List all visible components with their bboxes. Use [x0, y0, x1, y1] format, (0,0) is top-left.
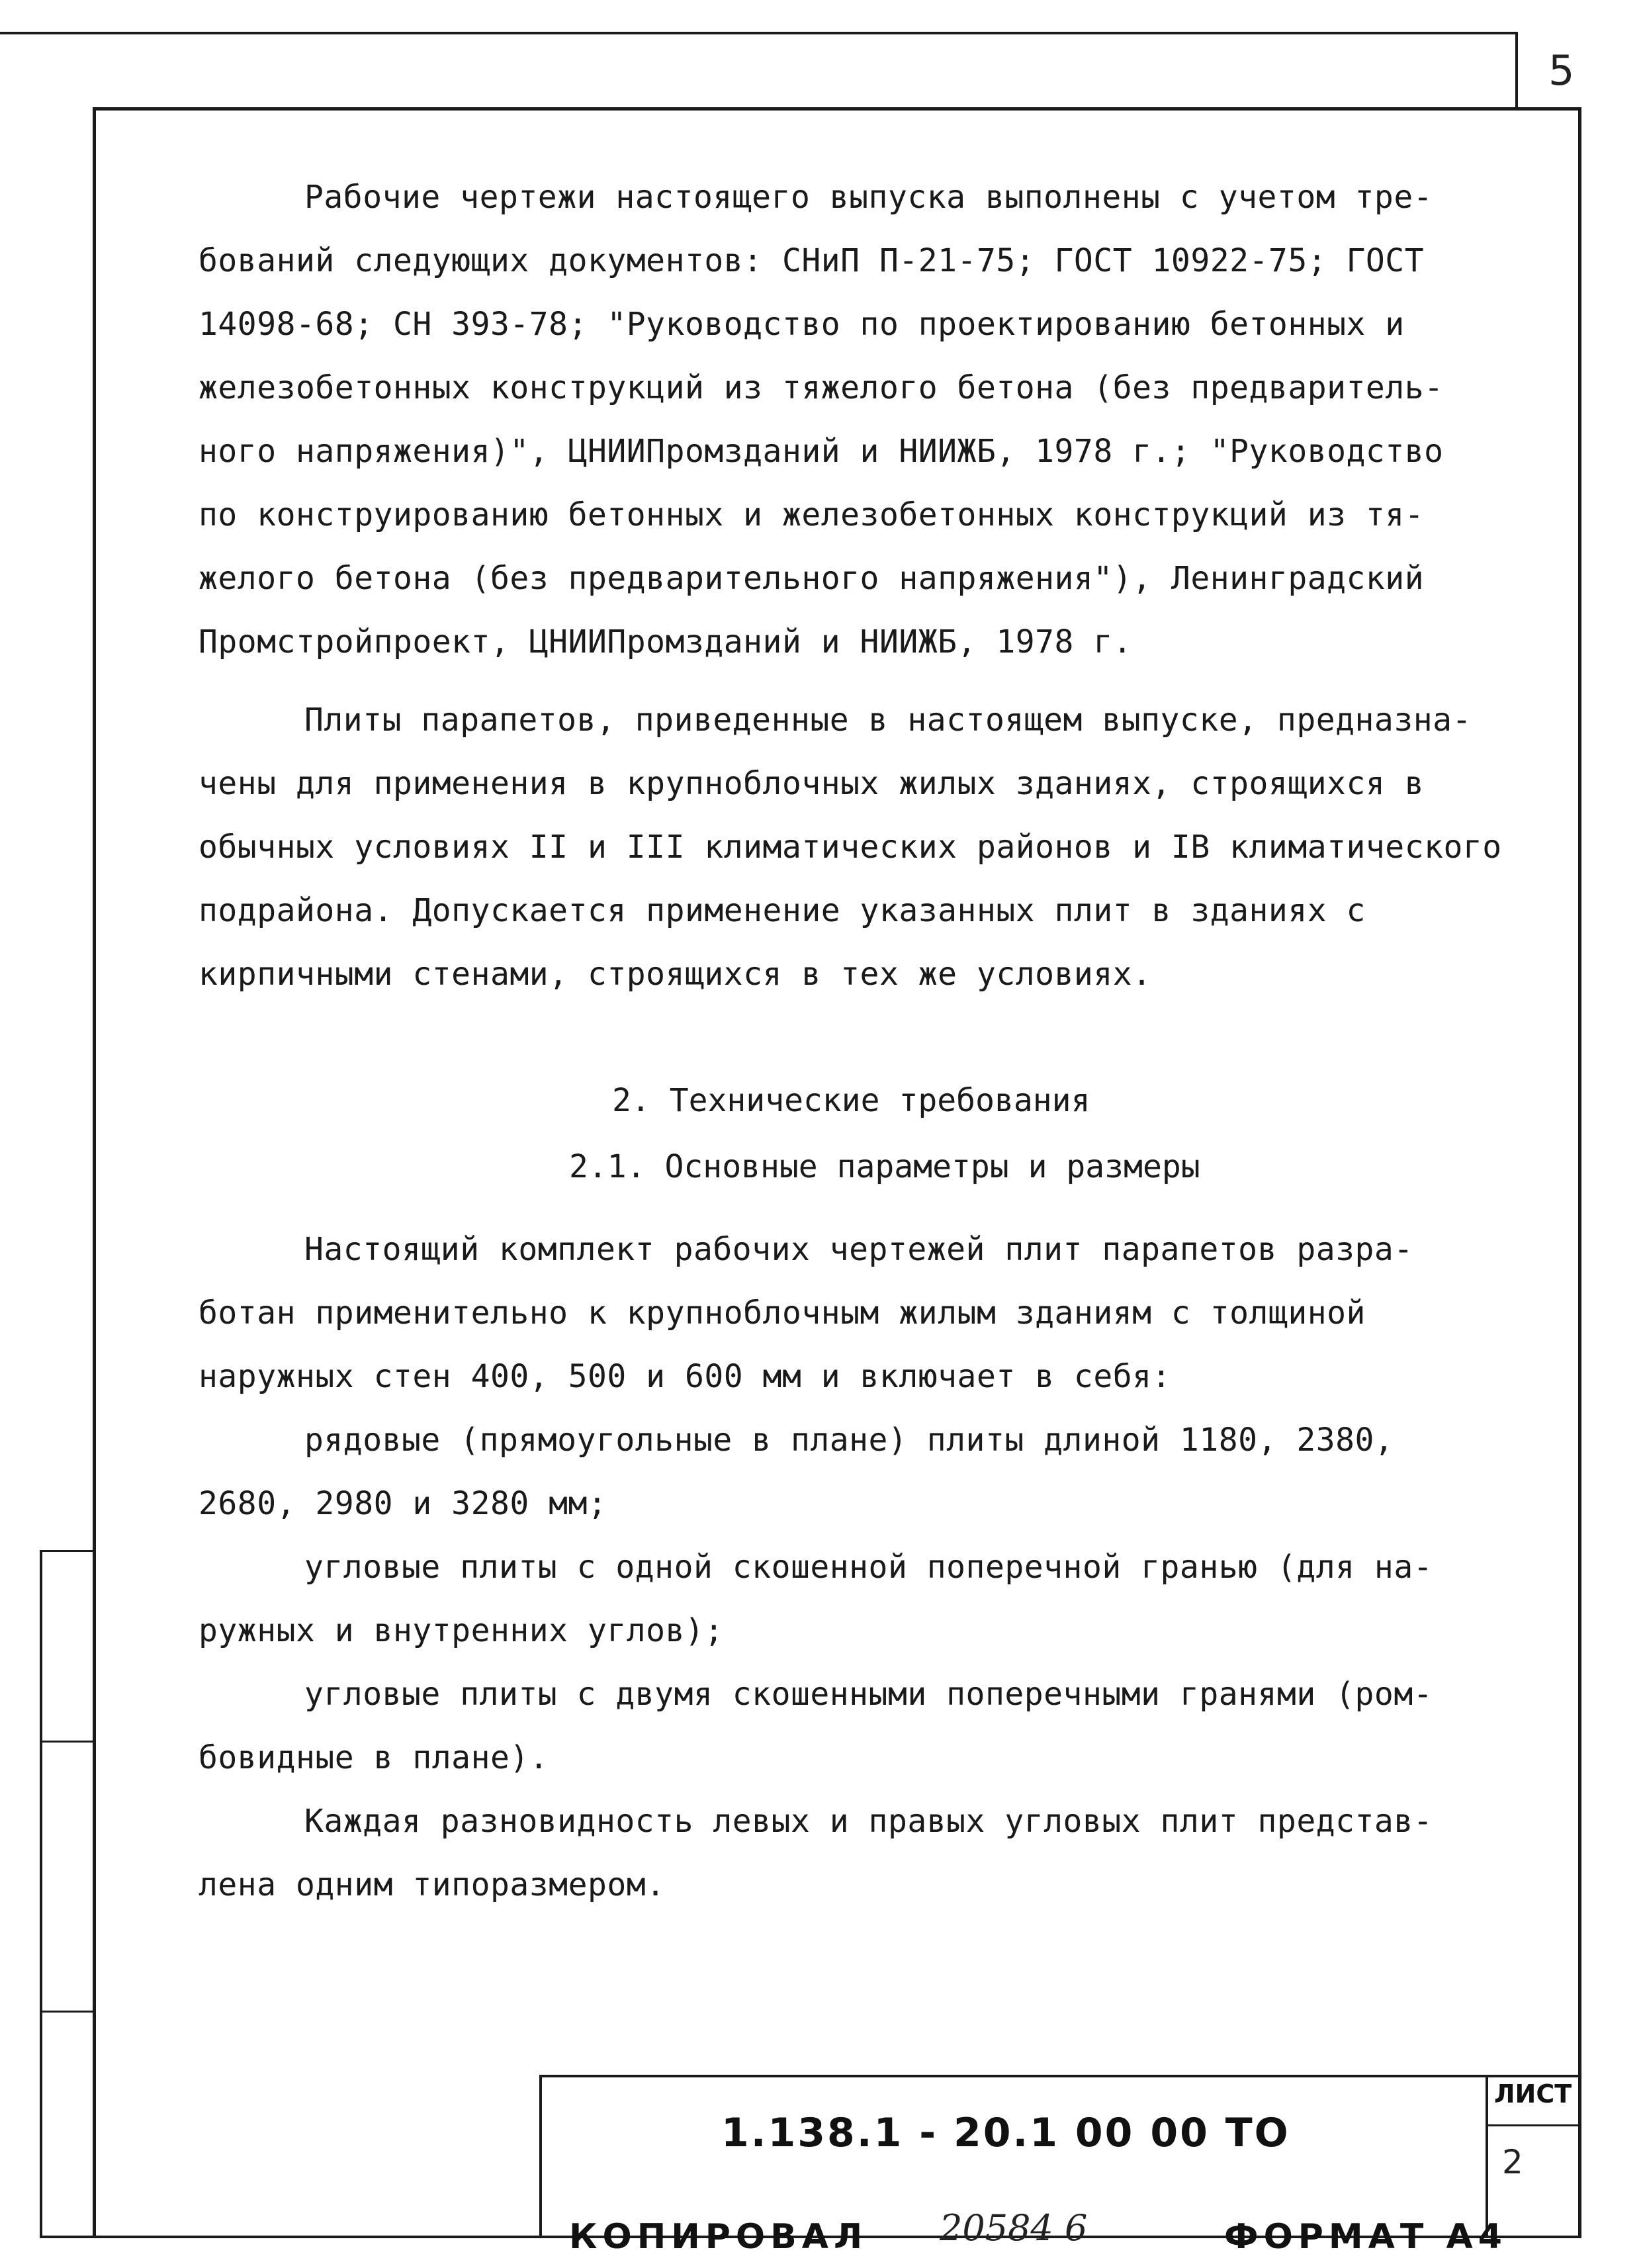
text-line: подрайона. Допускается применение указанных плит в зданиях с: [199, 892, 1366, 929]
text-line: ботан применительно к крупноблочным жилым зданиям с толщиной: [199, 1294, 1366, 1332]
text-line: обычных условиях II и III климатических районов и IВ климатического: [199, 829, 1502, 866]
text-line: бований следующих документов: СНиП П-21-75; ГОСТ 10922-75; ГОСТ: [199, 242, 1425, 279]
stamp-sheet-divider: [1486, 2075, 1488, 2238]
copied-label: КОПИРОВАЛ: [569, 2217, 868, 2257]
text-line: железобетонных конструкций из тяжелого бетона (без предваритель-: [199, 369, 1444, 406]
text-line: угловые плиты с одной скошенной поперечной гранью (для на-: [304, 1549, 1433, 1586]
page-number-box-left: [1515, 32, 1518, 110]
text-line: рядовые (прямоугольные в плане) плиты длиной 1180, 2380,: [304, 1422, 1394, 1459]
text-line: кирпичными стенами, строящихся в тех же условиях.: [199, 956, 1152, 993]
margin-box-left-edge: [40, 1550, 42, 2238]
top-rule: [0, 32, 1515, 34]
text-line: Настоящий комплект рабочих чертежей плит парапетов разра-: [304, 1231, 1413, 1268]
text-line: 2680, 2980 и 3280 мм;: [199, 1485, 607, 1522]
text-line: Каждая разновидность левых и правых угловых плит представ-: [304, 1803, 1433, 1840]
text-line: ного напряжения)", ЦНИИПромзданий и НИИЖБ, 1978 г.; "Руководство: [199, 433, 1444, 470]
handwritten-number: 20584 6: [940, 2207, 1088, 2249]
margin-box-divider-1: [40, 1550, 95, 1552]
sheet-number: 2: [1502, 2143, 1523, 2181]
text-line: ружных и внутренних углов);: [199, 1612, 724, 1649]
text-line: по конструированию бетонных и железобетонных конструкций из тя-: [199, 496, 1425, 533]
format-label: ФОРМАТ А4: [1224, 2217, 1507, 2257]
document-code: 1.138.1 - 20.1 00 00 ТО: [721, 2110, 1290, 2156]
text-line: Промстройпроект, ЦНИИПромзданий и НИИЖБ, 1978 г.: [199, 623, 1133, 660]
text-line: наружных стен 400, 500 и 600 мм и включает в себя:: [199, 1358, 1171, 1395]
text-line: угловые плиты с двумя скошенными поперечными гранями (ром-: [304, 1676, 1433, 1713]
text-line: бовидные в плане).: [199, 1739, 549, 1776]
page-number: 5: [1548, 46, 1575, 95]
frame-left: [93, 107, 96, 2238]
text-line: Рабочие чертежи настоящего выпуска выполнены с учетом тре-: [304, 179, 1433, 216]
margin-box-divider-3: [40, 2011, 95, 2013]
margin-box-divider-2: [40, 1741, 95, 1743]
text-line: желого бетона (без предварительного напряжения"), Ленинградский: [199, 560, 1425, 597]
text-line: лена одним типоразмером.: [199, 1866, 666, 1903]
text-line: Плиты парапетов, приведенные в настоящем выпуске, предназна-: [304, 702, 1472, 739]
section-subheading: 2.1. Основные параметры и размеры: [569, 1148, 1200, 1185]
params-paragraph: [199, 1218, 1542, 1917]
application-paragraph: [199, 688, 1542, 1006]
stamp-left: [539, 2075, 542, 2238]
sheet-label: ЛИСТ: [1494, 2079, 1572, 2109]
text-line: 14098-68; СН 393-78; "Руководство по проектированию бетонных и: [199, 306, 1405, 343]
intro-paragraph: [199, 165, 1542, 674]
text-line: чены для применения в крупноблочных жилых зданиях, строящихся в: [199, 765, 1425, 802]
section-heading: 2. Технические требования: [612, 1082, 1090, 1119]
frame-top: [93, 107, 1581, 111]
stamp-top: [539, 2075, 1581, 2077]
frame-right: [1578, 107, 1581, 2238]
stamp-sheet-label-rule: [1486, 2124, 1581, 2126]
